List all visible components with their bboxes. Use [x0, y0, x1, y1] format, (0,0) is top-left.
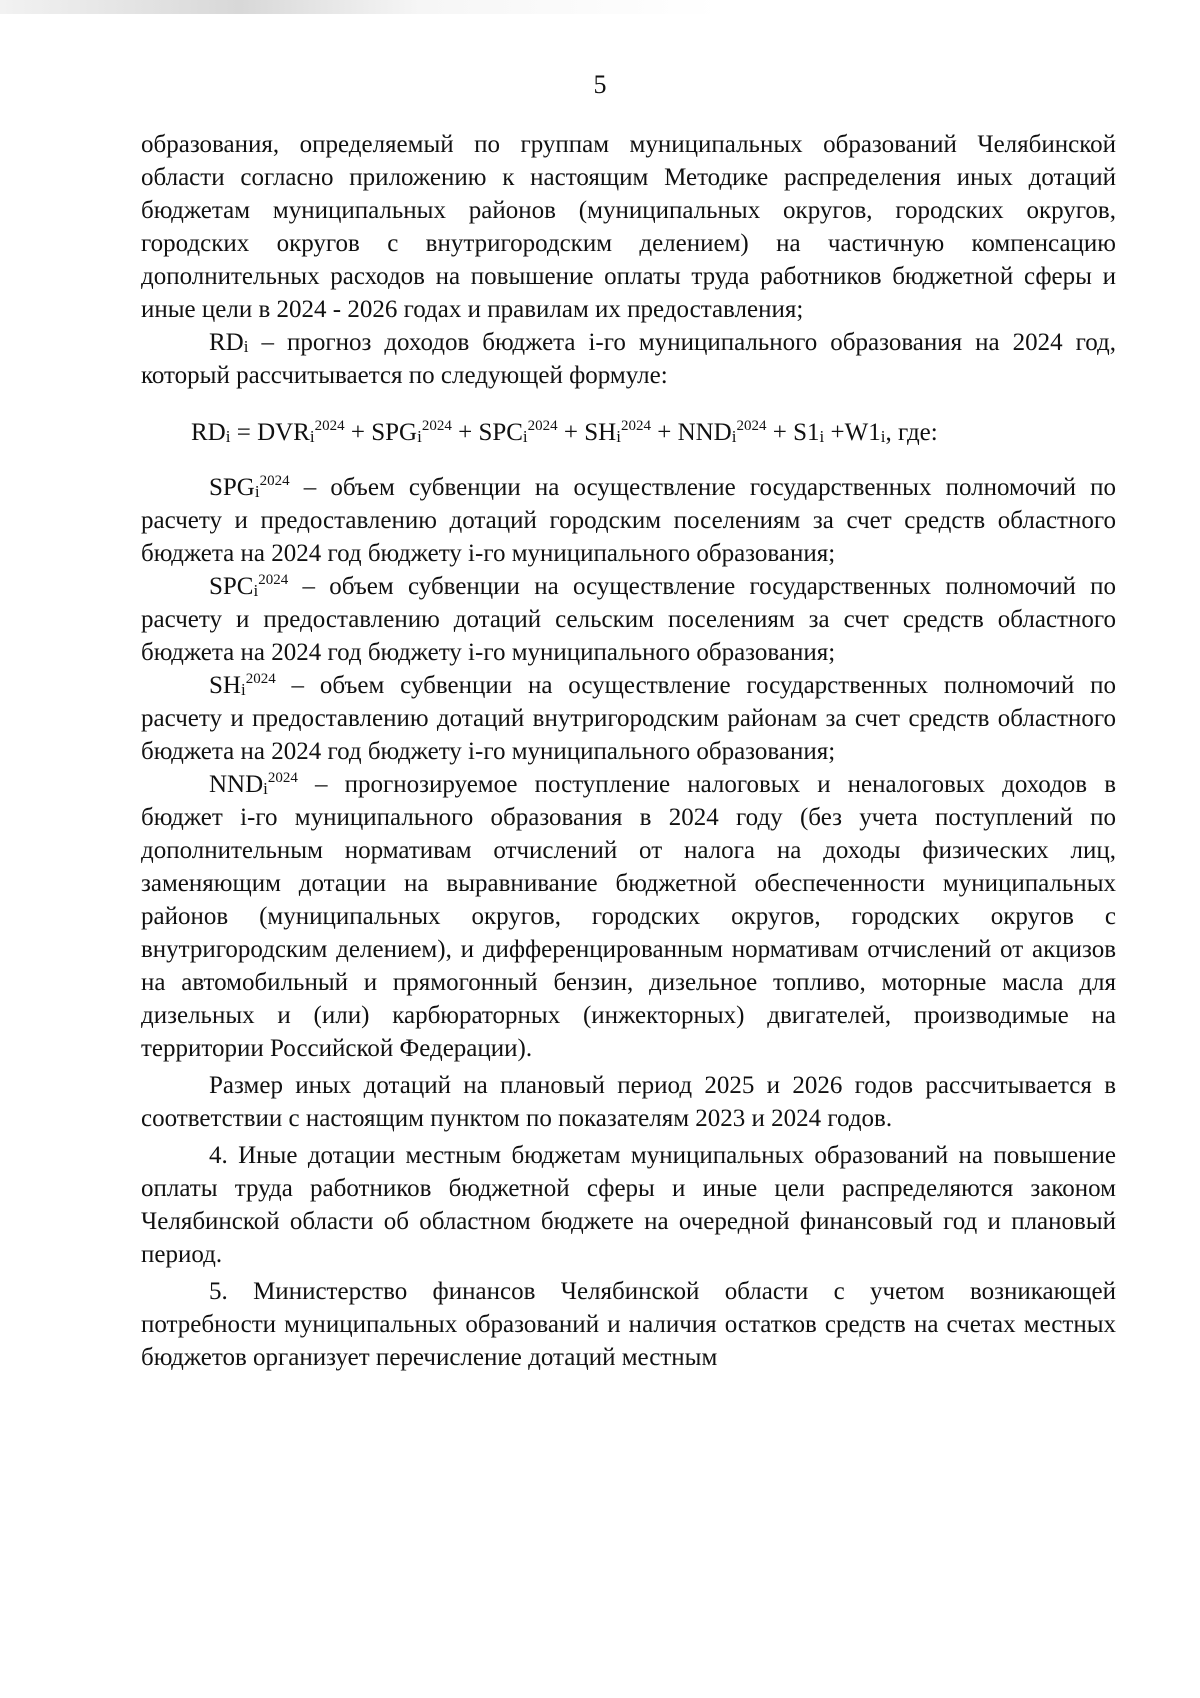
definition-spg-symbol: $SPG_i^{2024}$ — [209, 473, 290, 501]
formula-term-nnd: $NND_i^{2024}$ — [677, 418, 767, 446]
formula: $RD_i = DVR_i^{2024} + SPG_i^{2024} + SPC_i^{2024} + SH_i^{2024} + NND_i^{2024} + S1_i +W1_i$, где: — [191, 418, 938, 446]
paragraph-item-4: 4. Иные дотации местным бюджетам муниципальных образований на повышение оплаты труда работников бюджетной сферы и иные цели распределяются законом Челябинской области об областном бюджете на очередной финансовый год и плановый период. — [141, 1142, 1116, 1268]
document-body — [141, 128, 1116, 1374]
formula-term-sh: $SH_i^{2024}$ — [584, 418, 651, 446]
formula-term-s1: $S1_i$ — [793, 419, 825, 446]
definition-spg: $SPG_i^{2024}$ – объем субвенции на осуществление государственных полномочий по расчету и предоставлению дотаций городским поселениям за счет средств областного бюджета на 2024 год бюджету i-го муниципального образования; — [141, 473, 1116, 567]
formula-term-dvr: $DVR_i^{2024}$ — [257, 418, 345, 446]
paragraph-planned-period: Размер иных дотаций на плановый период 2025 и 2026 годов рассчитывается в соответствии с настоящим пунктом по показателям 2023 и 2024 годов. — [141, 1072, 1116, 1132]
definition-nnd-symbol: $NND_i^{2024}$ — [209, 770, 298, 798]
page-number: 5 — [593, 70, 607, 99]
definition-sh: $SH_i^{2024}$ – объем субвенции на осуществление государственных полномочий по расчету и предоставлению дотаций внутригородским районам за счет средств областного бюджета на 2024 год бюджету i-го муниципального образования; — [141, 671, 1116, 765]
formula-term-spg: $SPG_i^{2024}$ — [371, 418, 452, 446]
rd-definition — [141, 326, 1116, 392]
formula-term-w1: $W1_i$ — [844, 419, 886, 446]
definition-sh-symbol: $SH_i^{2024}$ — [209, 671, 276, 699]
definition-nnd: $NND_i^{2024}$ – прогнозируемое поступление налоговых и неналоговых доходов в бюджет i-го муниципального образования в 2024 году (без учета поступлений по дополнительным нормативам отчислений от налога на доходы физических лиц, заменяющим дотации на выравнивание бюджетной обеспеченности муниципальных районов (муниципальных округов, городских округов, городских округов с внутригородским делением), и дифференцированным нормативам отчислений от акцизов на автомобильный и прямогонный бензин, дизельное топливо, моторные масла для дизельных и (или) карбюраторных (инжекторных) двигателей, производимые на территории Российской Федерации). — [141, 770, 1116, 1062]
rd-symbol: $RD_i$ — [209, 329, 249, 356]
formula-term-spc: $SPC_i^{2024}$ — [478, 418, 558, 446]
definition-spc: $SPC_i^{2024}$ – объем субвенции на осуществление государственных полномочий по расчету и предоставлению дотаций сельским поселениям за счет средств областного бюджета на 2024 год бюджету i-го муниципального образования; — [141, 572, 1116, 666]
intro-paragraph: образования, определяемый по группам муниципальных образований Челябинской области согласно приложению к настоящим Методике распределения иных дотаций бюджетам муниципальных районов (муниципальных округов, городских округов, городских округов с внутригородским делением) на частичную компенсацию дополнительных расходов на повышение оплаты труда работников бюджетной сферы и иные цели в 2024 - 2026 годах и правилам их предоставления; — [141, 131, 1116, 323]
paragraph-item-5: 5. Министерство финансов Челябинской области с учетом возникающей потребности муниципальных образований и наличия остатков средств на счетах местных бюджетов организует перечисление дотаций местным — [141, 1278, 1116, 1371]
rd-text: – прогноз доходов бюджета i-го муниципального образования на 2024 год, который рассчитывается по следующей формуле: — [141, 329, 1116, 389]
formula-lhs: $RD_i$ — [191, 419, 231, 446]
scan-edge — [0, 0, 1200, 14]
definition-spc-symbol: $SPC_i^{2024}$ — [209, 572, 289, 600]
